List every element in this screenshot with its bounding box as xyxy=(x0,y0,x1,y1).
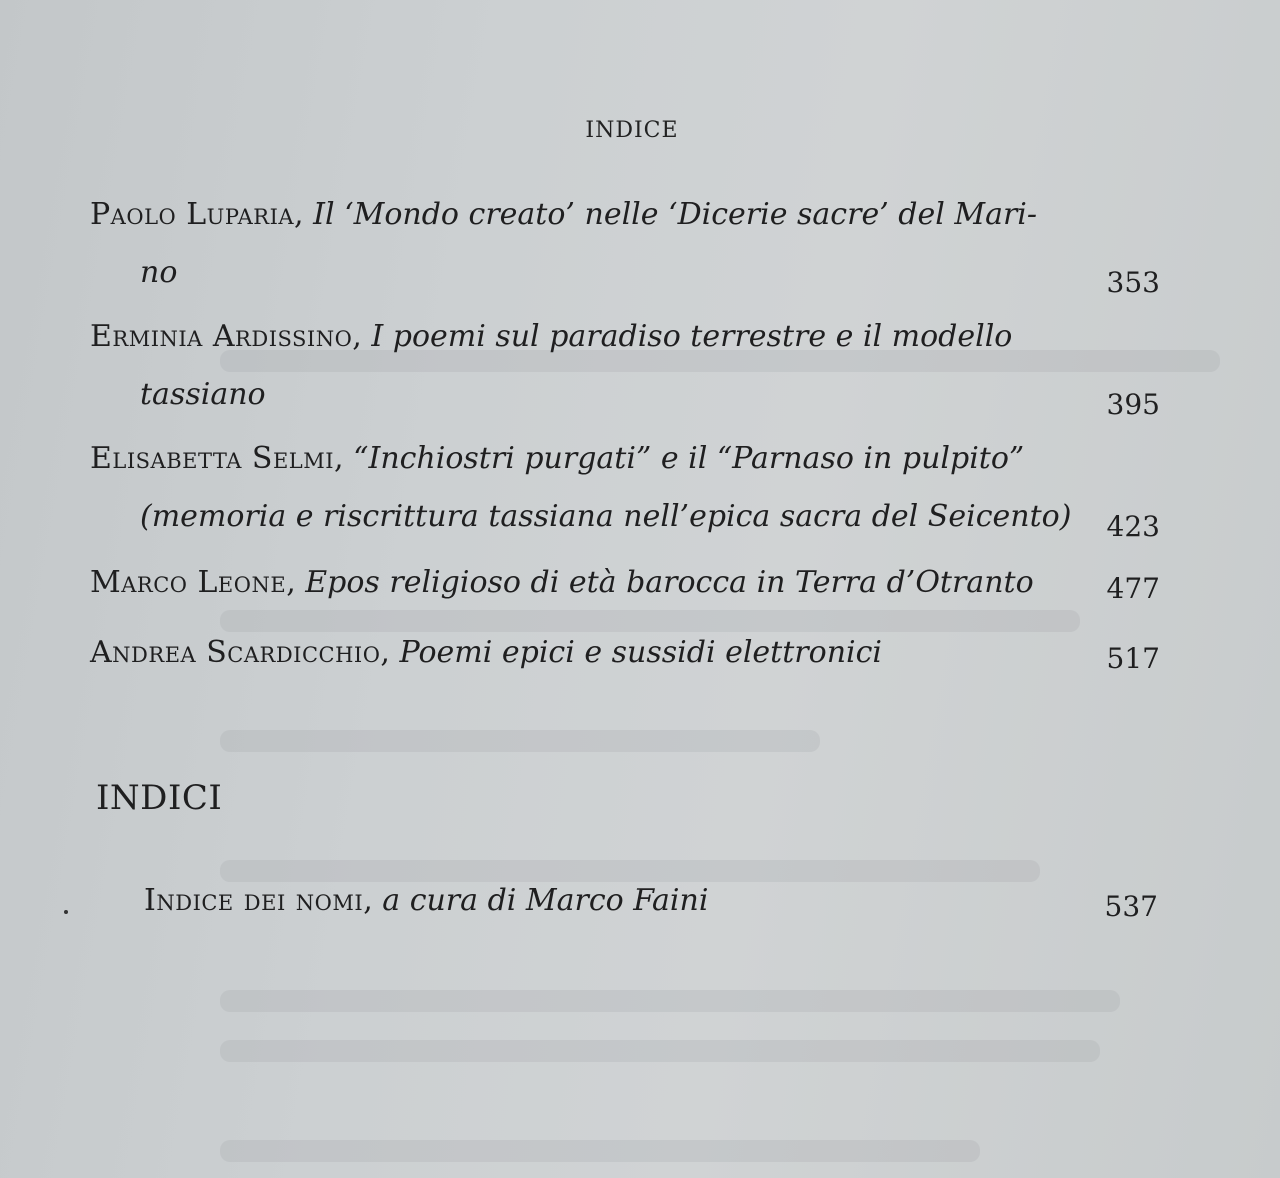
toc-entry-line xyxy=(90,554,1160,612)
toc-title-continuation: no xyxy=(140,255,178,290)
toc-title: I poemi sul paradiso terrestre e il modello xyxy=(371,319,1013,354)
toc-separator: , xyxy=(363,883,383,918)
toc-entry-line xyxy=(90,308,1160,366)
toc-entry xyxy=(90,624,1160,682)
ink-dot xyxy=(64,910,68,914)
toc-page-number: 395 xyxy=(1106,388,1160,421)
toc-title: Epos religioso di età barocca in Terra d’Otranto xyxy=(305,565,1034,600)
section-heading: INDICI xyxy=(96,778,223,818)
toc-author: Elisabetta Selmi xyxy=(90,441,335,476)
toc-title: Il ‘Mondo creato’ nelle ‘Dicerie sacre’ del Mari- xyxy=(313,197,1038,232)
toc-title: a cura di Marco Faini xyxy=(382,883,709,918)
toc-entry xyxy=(90,430,1160,546)
toc-entry xyxy=(90,554,1160,612)
toc-entry xyxy=(90,186,1160,302)
toc-title-continuation: (memoria e riscrittura tassiana nell’epica sacra del Seicento) xyxy=(140,499,1072,534)
toc-index-label: Indice dei nomi xyxy=(144,883,364,918)
toc-separator: , xyxy=(286,565,306,600)
toc-entry-line xyxy=(144,872,1158,930)
show-through-text xyxy=(220,990,1120,1012)
toc-author: Paolo Luparia xyxy=(90,197,295,232)
show-through-text xyxy=(220,1140,980,1162)
toc-separator: , xyxy=(352,319,372,354)
toc-page-number: 423 xyxy=(1106,510,1160,543)
toc-page-number: 477 xyxy=(1106,572,1160,605)
toc-entry-line xyxy=(90,624,1160,682)
running-head: INDICE xyxy=(585,118,679,143)
toc-page-number: 353 xyxy=(1106,266,1160,299)
show-through-text xyxy=(220,730,820,752)
toc-separator: , xyxy=(334,441,354,476)
toc-title-continuation: tassiano xyxy=(140,377,266,412)
toc-separator: , xyxy=(380,635,400,670)
show-through-text xyxy=(220,1040,1100,1062)
toc-entry xyxy=(90,308,1160,424)
toc-author: Erminia Ardissino xyxy=(90,319,353,354)
toc-page-number: 517 xyxy=(1106,642,1160,675)
toc-separator: , xyxy=(294,197,314,232)
toc-title: “Inchiostri purgati” e il “Parnaso in pulpito” xyxy=(353,441,1025,476)
toc-title: Poemi epici e sussidi elettronici xyxy=(399,635,883,670)
toc-entry xyxy=(144,872,1158,930)
toc-author: Andrea Scardicchio xyxy=(90,635,381,670)
toc-entry-line xyxy=(90,430,1160,488)
toc-page-number: 537 xyxy=(1104,890,1158,923)
toc-author: Marco Leone xyxy=(90,565,287,600)
toc-entry-line xyxy=(90,186,1160,244)
